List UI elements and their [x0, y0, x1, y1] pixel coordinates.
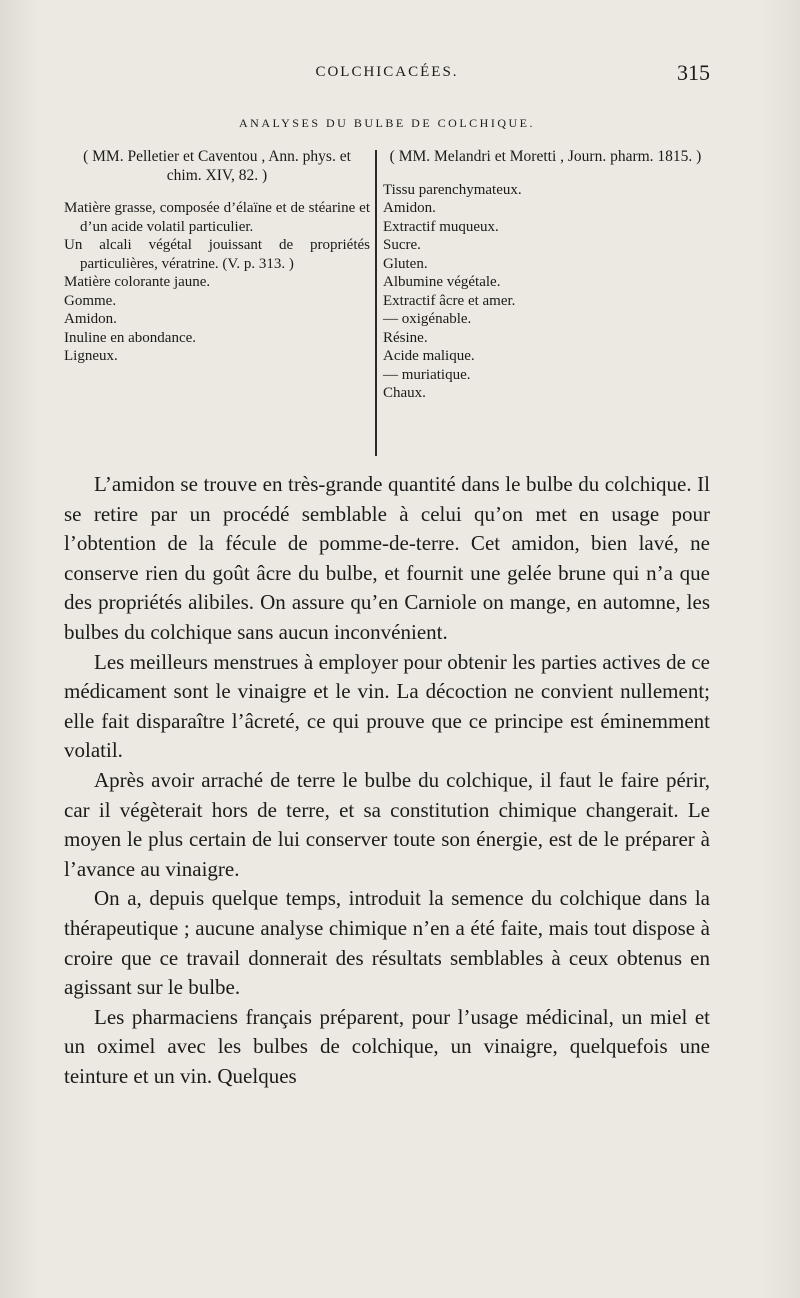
analysis-item: Amidon.: [383, 200, 436, 216]
paragraph: Après avoir arraché de terre le bulbe du colchique, il faut le faire périr, car il végèterait hors de terre, et sa constitution chimique changerait. Le moyen le plus certain de lui conserver toute son énergie, est de le préparer à l’avance au vinaigre.: [64, 767, 710, 881]
analysis-item: Albumine végétale.: [383, 274, 501, 290]
paragraph: Les pharmaciens français préparent, pour l’usage médicinal, un miel et un oximel avec les bulbes de colchique, un vinaigre, quelquefois une teinture et un vin. Quelques: [64, 1004, 710, 1088]
page-header: [64, 60, 710, 90]
paragraph: On a, depuis quelque temps, introduit la semence du colchique dans la thérapeutique ; aucune analyse chimique n’en a été faite, mais tout dispose à croire que ce travail donnerait des résultats semblables à ceux obtenus en agissant sur le bulbe.: [64, 886, 710, 1000]
analysis-item: Extractif muqueux.: [383, 218, 499, 235]
analysis-item: Acide malique.: [383, 348, 475, 364]
analysis-item: Un alcali végétal jouissant de propriétés particulières, vératrine. (V. p. 313. ): [64, 237, 370, 272]
running-head: COLCHICACÉES.: [315, 64, 459, 80]
analysis-column-right: [383, 148, 708, 403]
analysis-item: Amidon.: [64, 311, 117, 327]
analysis-item: Matière grasse, composée d’élaïne et de stéarine et d’un acide volatil particulier.: [64, 200, 370, 235]
analysis-item: Matière colorante jaune.: [64, 274, 211, 290]
analysis-item: — muriatique.: [383, 366, 471, 383]
body-text: [64, 470, 710, 1091]
analysis-item: Ligneux.: [64, 348, 118, 364]
column-divider: [375, 150, 377, 456]
page-number: 315: [677, 60, 710, 85]
analysis-item: — oxigénable.: [383, 311, 472, 327]
analysis-column-left: [64, 148, 370, 366]
analysis-item: Chaux.: [383, 385, 426, 401]
section-title: ANALYSES DU BULBE DE COLCHIQUE.: [239, 116, 535, 130]
paragraph: L’amidon se trouve en très-grande quantité dans le bulbe du colchique. Il se retire par un procédé semblable à celui qu’on met en usage pour l’obtention de la fécule de pomme-de-terre. Cet amidon, bien lavé, ne conserve rien du goût âcre du bulbe, et fournit une gelée brune qui n’a que des propriétés alibiles. On assure qu’en Carniole on mange, en automne, les bulbes du colchique sans aucun inconvénient.: [64, 472, 710, 644]
analysis-item: Gomme.: [64, 292, 117, 309]
analysis-item: Inuline en abondance.: [64, 329, 197, 346]
analysis-item: Extractif âcre et amer.: [383, 292, 516, 309]
analysis-item: Résine.: [383, 329, 428, 346]
analysis-item: Sucre.: [383, 237, 421, 253]
paragraph: Les meilleurs menstrues à employer pour obtenir les parties actives de ce médicament sont le vinaigre et le vin. La décoction ne convient nullement; elle fait disparaître l’âcreté, ce qui prouve que ce principe est éminemment volatil.: [64, 649, 710, 763]
analysis-item: Gluten.: [383, 255, 428, 272]
analysis-item: Tissu parenchymateux.: [383, 181, 522, 198]
column-source-right: ( MM. Melandri et Moretti , Journ. pharm. 1815. ): [389, 148, 702, 165]
column-source-left: ( MM. Pelletier et Caventou , Ann. phys. et chim. XIV, 82. ): [83, 148, 351, 184]
